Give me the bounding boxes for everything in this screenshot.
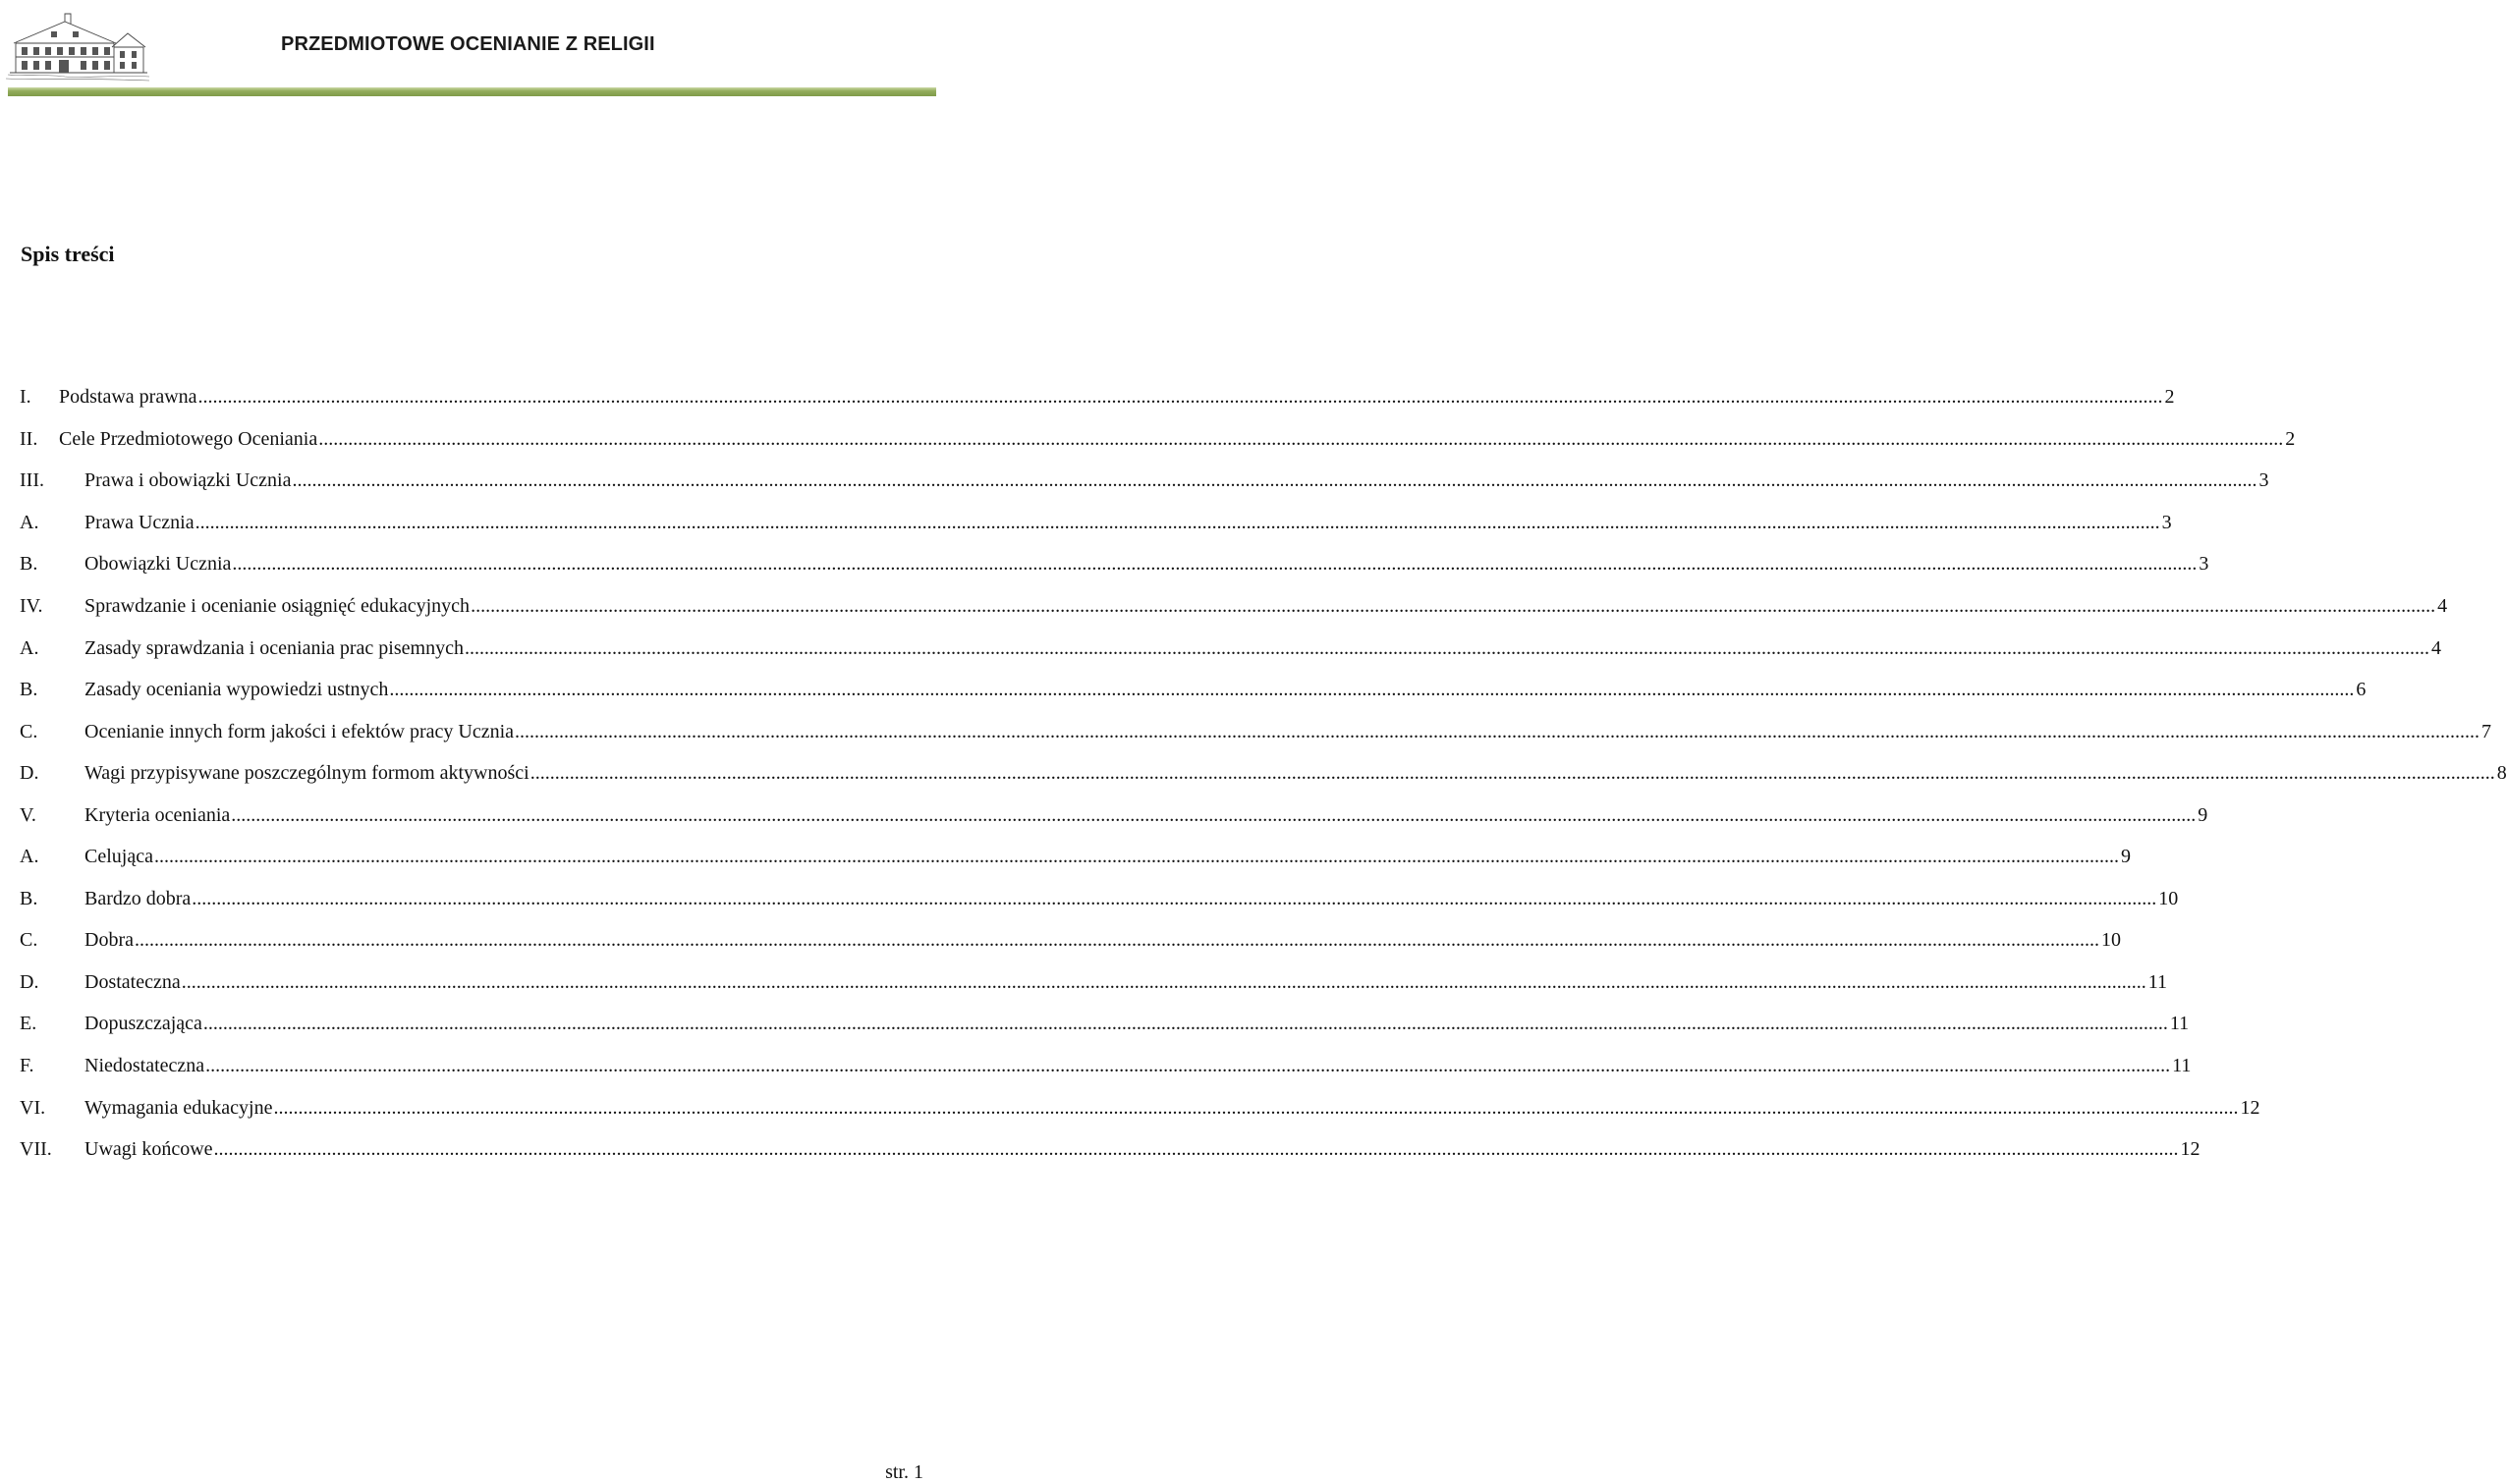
toc-entry-page: 6 xyxy=(2356,679,2367,701)
toc-entry-number: III. xyxy=(20,469,44,492)
toc-entry[interactable] xyxy=(20,962,2167,1004)
toc-dot-leader: ................................................................................................................................................................................................................................................................................................................................................................................................................ xyxy=(192,887,2157,909)
toc-entry-title: Dopuszczająca xyxy=(84,1013,202,1035)
toc-entry-title: Prawa Ucznia xyxy=(84,511,195,533)
toc-entry-page: 4 xyxy=(2430,636,2441,659)
toc-dot-leader: ................................................................................................................................................................................................................................................................................................................................................................................................................ xyxy=(134,929,2099,952)
toc-entry[interactable] xyxy=(20,1003,2190,1045)
toc-entry-page: 2 xyxy=(2164,386,2175,409)
toc-entry-title: Wymagania edukacyjne xyxy=(84,1096,273,1119)
toc-entry[interactable] xyxy=(20,460,2269,502)
toc-entry-number: B. xyxy=(20,887,38,909)
toc-entry-page: 11 xyxy=(2172,1055,2192,1077)
toc-entry[interactable] xyxy=(20,627,2441,669)
school-building-logo-icon xyxy=(6,4,151,82)
toc-entry[interactable] xyxy=(20,794,2208,836)
toc-dot-leader: ................................................................................................................................................................................................................................................................................................................................................................................................................ xyxy=(318,427,2284,450)
table-of-contents xyxy=(20,376,2507,1170)
toc-entry[interactable] xyxy=(20,543,2209,585)
toc-entry[interactable] xyxy=(20,585,2448,628)
toc-entry-number: VI. xyxy=(20,1096,46,1119)
toc-entry-title: Niedostateczna xyxy=(84,1055,205,1077)
toc-entry-page: 8 xyxy=(2496,762,2507,785)
toc-dot-leader: ................................................................................................................................................................................................................................................................................................................................................................................................................ xyxy=(389,679,2355,701)
toc-dot-leader: ................................................................................................................................................................................................................................................................................................................................................................................................................ xyxy=(471,595,2436,617)
toc-entry-number: F. xyxy=(20,1055,34,1077)
toc-dot-leader: ................................................................................................................................................................................................................................................................................................................................................................................................................ xyxy=(181,970,2146,993)
toc-entry-page: 12 xyxy=(2180,1138,2201,1161)
toc-entry[interactable] xyxy=(20,1045,2192,1087)
toc-entry-number: B. xyxy=(20,553,38,576)
toc-entry-page: 12 xyxy=(2240,1096,2260,1119)
toc-entry-number: C. xyxy=(20,929,38,952)
header-divider xyxy=(8,87,936,96)
page-header xyxy=(0,0,943,98)
toc-entry[interactable] xyxy=(20,376,2175,418)
toc-dot-leader: ................................................................................................................................................................................................................................................................................................................................................................................................................ xyxy=(273,1096,2239,1119)
toc-entry-page: 10 xyxy=(2100,929,2121,952)
toc-dot-leader: ................................................................................................................................................................................................................................................................................................................................................................................................................ xyxy=(202,1013,2168,1035)
toc-entry-number: C. xyxy=(20,720,38,742)
toc-entry-title: Dostateczna xyxy=(84,970,181,993)
toc-entry-number: A. xyxy=(20,636,39,659)
toc-entry[interactable] xyxy=(20,710,2492,752)
toc-dot-leader: ................................................................................................................................................................................................................................................................................................................................................................................................................ xyxy=(195,511,2160,533)
toc-dot-leader: ................................................................................................................................................................................................................................................................................................................................................................................................................ xyxy=(213,1138,2179,1161)
toc-heading: Spis treści xyxy=(21,242,115,266)
toc-entry-page: 3 xyxy=(2258,469,2269,492)
toc-entry-number: VII. xyxy=(20,1138,52,1161)
toc-entry[interactable] xyxy=(20,669,2367,711)
toc-entry[interactable] xyxy=(20,752,2507,795)
toc-entry[interactable] xyxy=(20,878,2179,920)
toc-entry-page: 7 xyxy=(2481,720,2492,742)
toc-dot-leader: ................................................................................................................................................................................................................................................................................................................................................................................................................ xyxy=(153,846,2119,868)
toc-entry-page: 11 xyxy=(2169,1013,2190,1035)
toc-entry-title: Zasady sprawdzania i oceniania prac pisemnych xyxy=(84,636,464,659)
toc-entry-page: 3 xyxy=(2161,511,2172,533)
toc-entry-page: 11 xyxy=(2147,970,2167,993)
toc-entry[interactable] xyxy=(20,919,2121,962)
toc-entry-title: Zasady oceniania wypowiedzi ustnych xyxy=(84,679,389,701)
toc-dot-leader: ................................................................................................................................................................................................................................................................................................................................................................................................................ xyxy=(197,386,2163,409)
toc-dot-leader: ................................................................................................................................................................................................................................................................................................................................................................................................................ xyxy=(205,1055,2171,1077)
toc-dot-leader: ................................................................................................................................................................................................................................................................................................................................................................................................................ xyxy=(464,636,2429,659)
toc-entry-number: A. xyxy=(20,846,39,868)
toc-entry-title: Kryteria oceniania xyxy=(84,803,231,826)
toc-entry-page: 4 xyxy=(2437,595,2448,617)
toc-entry-number: D. xyxy=(20,762,39,785)
toc-entry-number: A. xyxy=(20,511,39,533)
document-title: PRZEDMIOTOWE OCENIANIE Z RELIGII xyxy=(281,33,655,55)
toc-entry-number: D. xyxy=(20,970,39,993)
toc-entry-title: Sprawdzanie i ocenianie osiągnięć edukacyjnych xyxy=(84,595,471,617)
toc-entry[interactable] xyxy=(20,1086,2260,1128)
toc-entry-title: Cele Przedmiotowego Oceniania xyxy=(59,427,318,450)
toc-entry-title: Prawa i obowiązki Ucznia xyxy=(84,469,292,492)
toc-entry-title: Ocenianie innych form jakości i efektów pracy Ucznia xyxy=(84,720,515,742)
toc-dot-leader: ................................................................................................................................................................................................................................................................................................................................................................................................................ xyxy=(232,553,2198,576)
toc-entry-number: I. xyxy=(20,386,31,409)
toc-entry-number: II. xyxy=(20,427,38,450)
toc-entry-page: 2 xyxy=(2285,427,2296,450)
toc-entry-title: Podstawa prawna xyxy=(59,386,197,409)
toc-entry[interactable] xyxy=(20,418,2296,461)
toc-entry[interactable] xyxy=(20,502,2172,544)
toc-entry-title: Bardzo dobra xyxy=(84,887,192,909)
toc-dot-leader: ................................................................................................................................................................................................................................................................................................................................................................................................................ xyxy=(292,469,2257,492)
toc-entry-title: Uwagi końcowe xyxy=(84,1138,213,1161)
toc-dot-leader: ................................................................................................................................................................................................................................................................................................................................................................................................................ xyxy=(515,720,2480,742)
toc-entry-title: Obowiązki Ucznia xyxy=(84,553,232,576)
toc-entry-title: Celująca xyxy=(84,846,153,868)
page-number: str. 1 xyxy=(885,1461,923,1483)
toc-entry[interactable] xyxy=(20,1128,2201,1171)
toc-entry-number: E. xyxy=(20,1013,37,1035)
toc-entry-page: 10 xyxy=(2158,887,2179,909)
toc-entry-page: 3 xyxy=(2199,553,2209,576)
toc-entry-title: Dobra xyxy=(84,929,134,952)
toc-entry-page: 9 xyxy=(2198,803,2208,826)
toc-dot-leader: ................................................................................................................................................................................................................................................................................................................................................................................................................ xyxy=(231,803,2197,826)
toc-entry-number: V. xyxy=(20,803,36,826)
toc-entry[interactable] xyxy=(20,836,2131,878)
toc-entry-number: IV. xyxy=(20,595,43,617)
toc-entry-title: Wagi przypisywane poszczególnym formom aktywności xyxy=(84,762,529,785)
toc-entry-page: 9 xyxy=(2120,846,2131,868)
toc-entry-number: B. xyxy=(20,679,38,701)
toc-dot-leader: ................................................................................................................................................................................................................................................................................................................................................................................................................ xyxy=(529,762,2495,785)
